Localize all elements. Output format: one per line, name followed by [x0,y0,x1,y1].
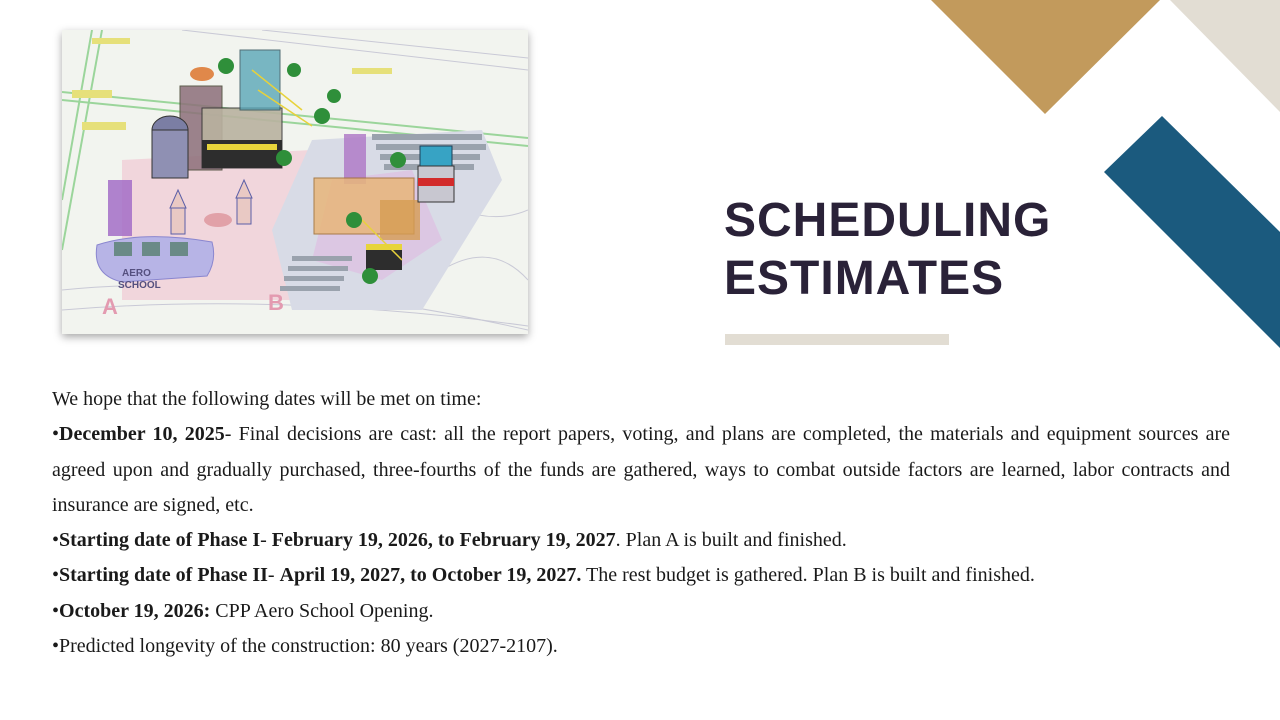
schedule-text [52,382,1230,664]
school-sign-line2: SCHOOL [118,280,161,291]
title-line-2: ESTIMATES [724,252,1005,305]
schedule-item-2 [52,523,1230,558]
item-text: - Final decisions are cast: all the report papers, voting, and plans are completed, the materials and equipment sources are agreed upon and gradually purchased, three-fourths of the funds are gathered, ways to combat outside factors are learned, labor contracts and insurance are signed, etc. [52,423,1231,516]
bullet: • [52,423,60,446]
title-line-1: SCHEDULING [724,194,1052,247]
title-underline [725,334,949,345]
item-phase: Starting date of Phase II [59,564,268,587]
item-date: December 10, 2025 [59,423,225,446]
item-date-range: February 19, 2026, to February 19, 2027 [271,529,616,552]
site-plan-image [62,30,528,334]
beige-triangle [1170,0,1280,112]
bullet: • [52,599,60,622]
slide-title [724,192,1051,308]
schedule-item-1 [52,417,1230,523]
item-separator: - [267,564,280,587]
bullet: • [52,635,60,658]
bullet: • [52,529,60,552]
item-text: CPP Aero School Opening. [210,599,434,622]
item-text: The rest budget is gathered. Plan B is built and finished. [581,564,1035,587]
school-sign-line1: AERO [122,268,151,279]
zone-label-a: A [102,294,118,319]
item-separator: - [260,529,272,552]
item-text: Predicted longevity of the construction: 80 years (2027-2107). [59,635,558,658]
schedule-item-5 [52,629,1230,664]
bullet: • [52,564,60,587]
item-text: . Plan A is built and finished. [615,529,847,552]
intro-text: We hope that the following dates will be met on time: [52,388,482,410]
schedule-item-3 [52,558,1230,593]
item-date-range: April 19, 2027, to October 19, 2027. [279,564,582,587]
zone-label-b: B [268,290,284,315]
item-date: October 19, 2026: [59,599,211,622]
schedule-item-4 [52,594,1230,629]
gold-triangle [931,0,1160,114]
blue-band [1104,116,1280,348]
item-phase: Starting date of Phase I [59,529,261,552]
